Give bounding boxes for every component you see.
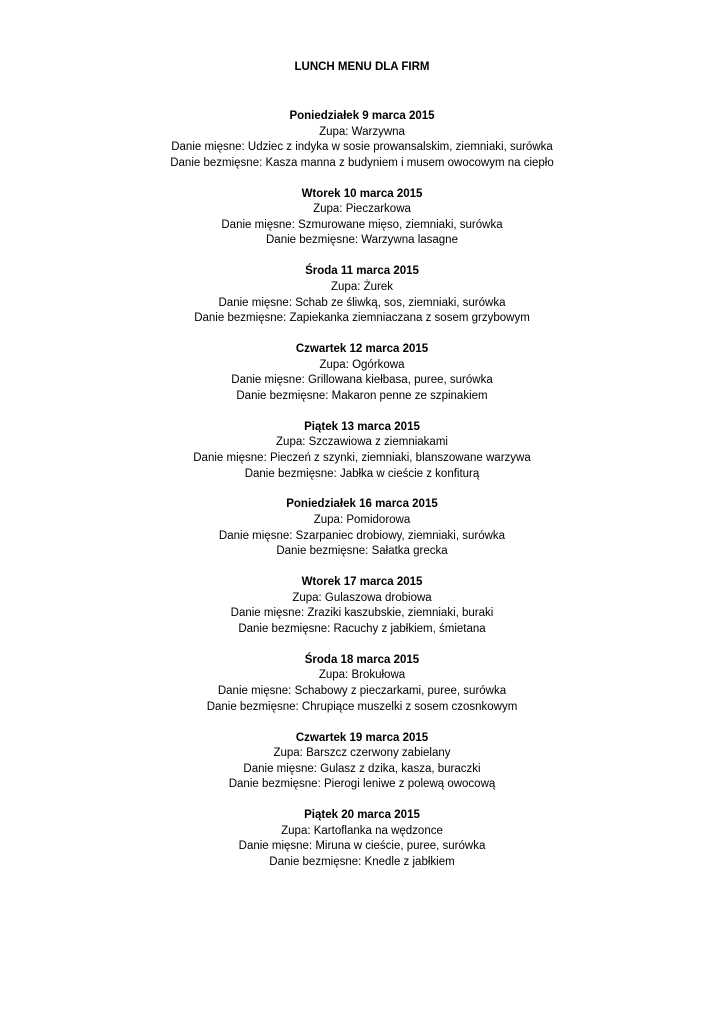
meat-dish-line: Danie mięsne: Schabowy z pieczarkami, puree, surówka <box>217 685 507 697</box>
day-entry <box>0 187 724 265</box>
meatless-dish-line: Danie bezmięsne: Warzywna lasagne <box>266 234 458 247</box>
meatless-dish-line: Danie bezmięsne: Pierogi leniwe z polewą owocową <box>228 778 496 791</box>
soup-line: Zupa: Szczawiowa z ziemniakami <box>276 436 448 449</box>
soup-line: Zupa: Warzywna <box>319 125 405 138</box>
day-heading: Środa 18 marca 2015 <box>304 653 420 666</box>
day-heading: Piątek 20 marca 2015 <box>304 809 420 822</box>
day-entry <box>0 575 724 653</box>
soup-line: Zupa: Ogórkowa <box>319 358 405 371</box>
meatless-dish-line: Danie bezmięsne: Sałatka grecka <box>276 545 448 558</box>
soup-line: Zupa: Gulaszowa drobiowa <box>292 591 432 604</box>
meat-dish-line: Danie mięsne: Schab ze śliwką, sos, ziemniaki, surówka <box>218 296 506 309</box>
soup-line: Zupa: Brokułowa <box>318 669 406 682</box>
meat-dish-line: Danie mięsne: Udziec z indyka w sosie prowansalskim, ziemniaki, surówka <box>171 141 553 154</box>
day-heading: Poniedziałek 9 marca 2015 <box>289 110 435 122</box>
day-heading: Piątek 13 marca 2015 <box>304 420 420 433</box>
meatless-dish-line: Danie bezmięsne: Zapiekanka ziemniaczana z sosem grzybowym <box>194 312 530 325</box>
meatless-dish-line: Danie bezmięsne: Racuchy z jabłkiem, śmietana <box>238 622 486 635</box>
menu-days <box>0 109 724 886</box>
day-heading: Środa 11 marca 2015 <box>305 265 419 278</box>
day-heading: Czwartek 19 marca 2015 <box>295 731 429 744</box>
soup-line: Zupa: Kartoflanka na wędzonce <box>281 824 443 837</box>
day-heading: Czwartek 12 marca 2015 <box>295 343 429 356</box>
meatless-dish-line: Danie bezmięsne: Chrupiące muszelki z sosem czosnkowym <box>206 700 518 713</box>
soup-line: Zupa: Żurek <box>331 280 393 293</box>
meat-dish-line: Danie mięsne: Gulasz z dzika, kasza, buraczki <box>243 762 481 775</box>
meatless-dish-line: Danie bezmięsne: Knedle z jabłkiem <box>269 855 455 868</box>
day-entry <box>0 420 724 498</box>
meatless-dish-line: Danie bezmięsne: Makaron penne ze szpinakiem <box>236 389 488 402</box>
day-entry <box>0 731 724 809</box>
meatless-dish-line: Danie bezmięsne: Jabłka w cieście z konfiturą <box>244 467 480 480</box>
day-entry <box>0 264 724 342</box>
meat-dish-line: Danie mięsne: Zraziki kaszubskie, ziemniaki, buraki <box>230 607 494 620</box>
day-entry <box>0 497 724 575</box>
document-title: LUNCH MENU DLA FIRM <box>294 61 430 73</box>
soup-line: Zupa: Pieczarkowa <box>313 203 411 216</box>
meat-dish-line: Danie mięsne: Pieczeń z szynki, ziemniaki, blanszowane warzywa <box>193 451 531 464</box>
meat-dish-line: Danie mięsne: Grillowana kiełbasa, puree, surówka <box>231 374 493 387</box>
day-heading: Wtorek 17 marca 2015 <box>301 576 423 589</box>
soup-line: Zupa: Barszcz czerwony zabielany <box>273 747 451 760</box>
day-entry <box>0 109 724 187</box>
day-entry <box>0 653 724 731</box>
meat-dish-line: Danie mięsne: Szarpaniec drobiowy, ziemniaki, surówka <box>218 529 506 542</box>
day-heading: Wtorek 10 marca 2015 <box>301 187 423 200</box>
soup-line: Zupa: Pomidorowa <box>313 514 411 527</box>
meatless-dish-line: Danie bezmięsne: Kasza manna z budyniem i musem owocowym na ciepło <box>170 156 554 169</box>
day-entry <box>0 342 724 420</box>
day-entry <box>0 808 724 886</box>
meat-dish-line: Danie mięsne: Szmurowane mięso, ziemniaki, surówka <box>221 218 503 231</box>
meat-dish-line: Danie mięsne: Miruna w cieście, puree, surówka <box>238 840 486 853</box>
day-heading: Poniedziałek 16 marca 2015 <box>286 498 438 511</box>
